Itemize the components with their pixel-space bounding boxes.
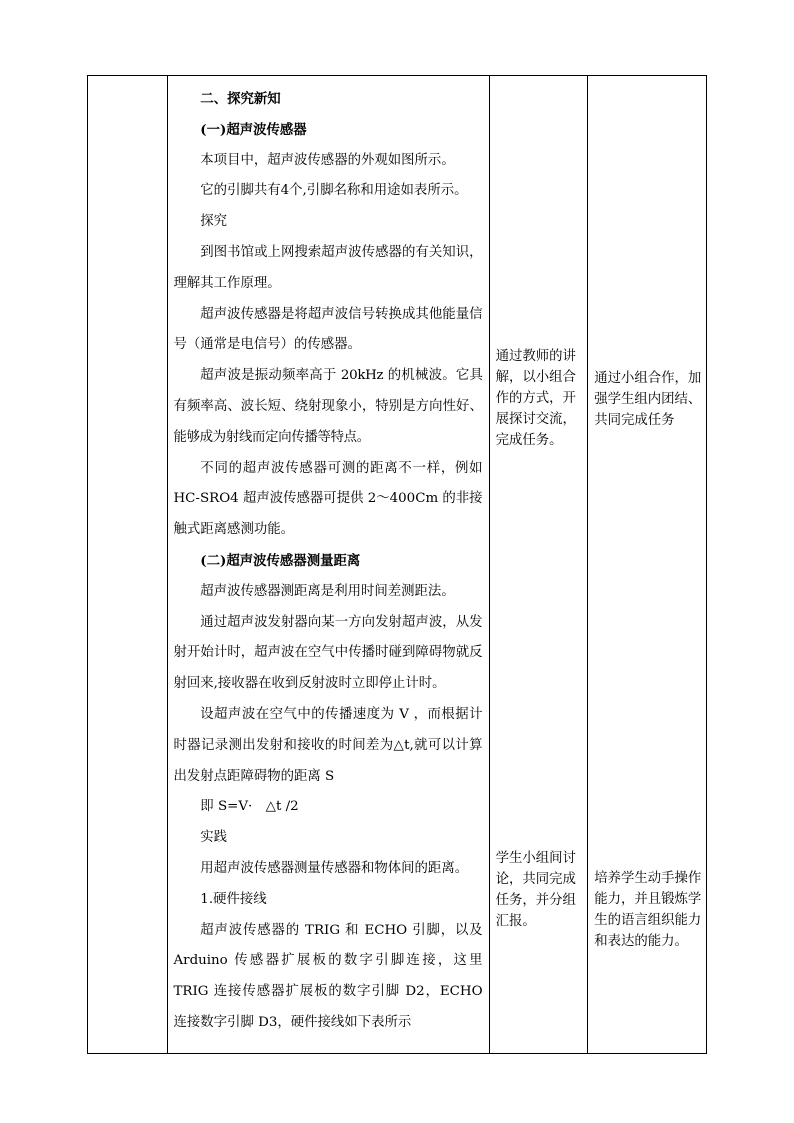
- teaching-content: [168, 76, 489, 1039]
- design-intent: [588, 76, 706, 1053]
- student-activity-cell: [489, 76, 588, 1054]
- paragraph: 实践: [200, 830, 228, 846]
- design-intent-1: 通过小组合作，加强学生组内团结、共同完成任务: [594, 371, 702, 428]
- subsection-heading-1: (一)超声波传感器: [200, 121, 307, 138]
- section-heading: 二、探究新知: [200, 91, 281, 107]
- paragraph: 超声波传感器是将超声波信号转换成其他能量信号（通常是电信号）的传感器。: [173, 306, 483, 353]
- formula: 即 S=V· △t /2: [200, 799, 299, 815]
- paragraph: 通过超声波发射器向某一方向发射超声波，从发射开始计时，超声波在空气中传播时碰到障碍物就反射回来,接收器在收到反射波时立即停止计时。: [173, 614, 483, 692]
- student-activity-1: 通过教师的讲解，以小组合作的方式，开展探讨交流，完成任务。: [495, 349, 576, 448]
- student-activity-2: 学生小组间讨论，共同完成任务，并分组汇报。: [495, 851, 576, 929]
- paragraph: 超声波传感器测距离是利用时间差测距法。: [200, 583, 455, 599]
- paragraph: 超声波传感器的 TRIG 和 ECHO 引脚，以及 Arduino 传感器扩展板的数字引脚连接，这里 TRIG 连接传感器扩展板的数字引脚 D2，ECHO 连接数字引脚 D3，硬件接线如下表所示: [173, 922, 483, 1030]
- paragraph: 探究: [200, 214, 228, 230]
- table-row: [88, 76, 707, 1054]
- paragraph: 超声波是振动频率高于 20kHz 的机械波。它具有频率高、波长短、绕射现象小，特别是方向性好、能够成为射线而定向传播等特点。: [173, 368, 483, 445]
- paragraph: 它的引脚共有4个,引脚名称和用途如表所示。: [200, 183, 468, 199]
- paragraph: 本项目中，超声波传感器的外观如图所示。: [200, 152, 455, 168]
- design-intent-2: 培养学生动手操作能力，并且锻炼学生的语言组织能力和表达的能力。: [594, 871, 702, 949]
- stage-cell: [88, 76, 168, 1054]
- subsection-heading-2: (二)超声波传感器测量距离: [200, 552, 361, 569]
- teaching-content-cell: [167, 76, 489, 1054]
- paragraph: 设超声波在空气中的传播速度为 V ，而根据计时器记录测出发射和接收的时间差为△t,就可以计算出发射点距障碍物的距离 S: [173, 706, 483, 784]
- paragraph: 到图书馆或上网搜索超声波传感器的有关知识，理解其工作原理。: [173, 244, 483, 291]
- student-activity: [490, 76, 588, 1053]
- paragraph: 用超声波传感器测量传感器和物体间的距离。: [200, 860, 469, 876]
- lesson-plan-table: [87, 75, 707, 1054]
- paragraph: 1.硬件接线: [200, 891, 267, 907]
- design-intent-cell: [588, 76, 707, 1054]
- paragraph: 不同的超声波传感器可测的距离不一样，例如 HC-SRO4 超声波传感器可提供 2～400Cm 的非接触式距离感测功能。: [173, 460, 483, 538]
